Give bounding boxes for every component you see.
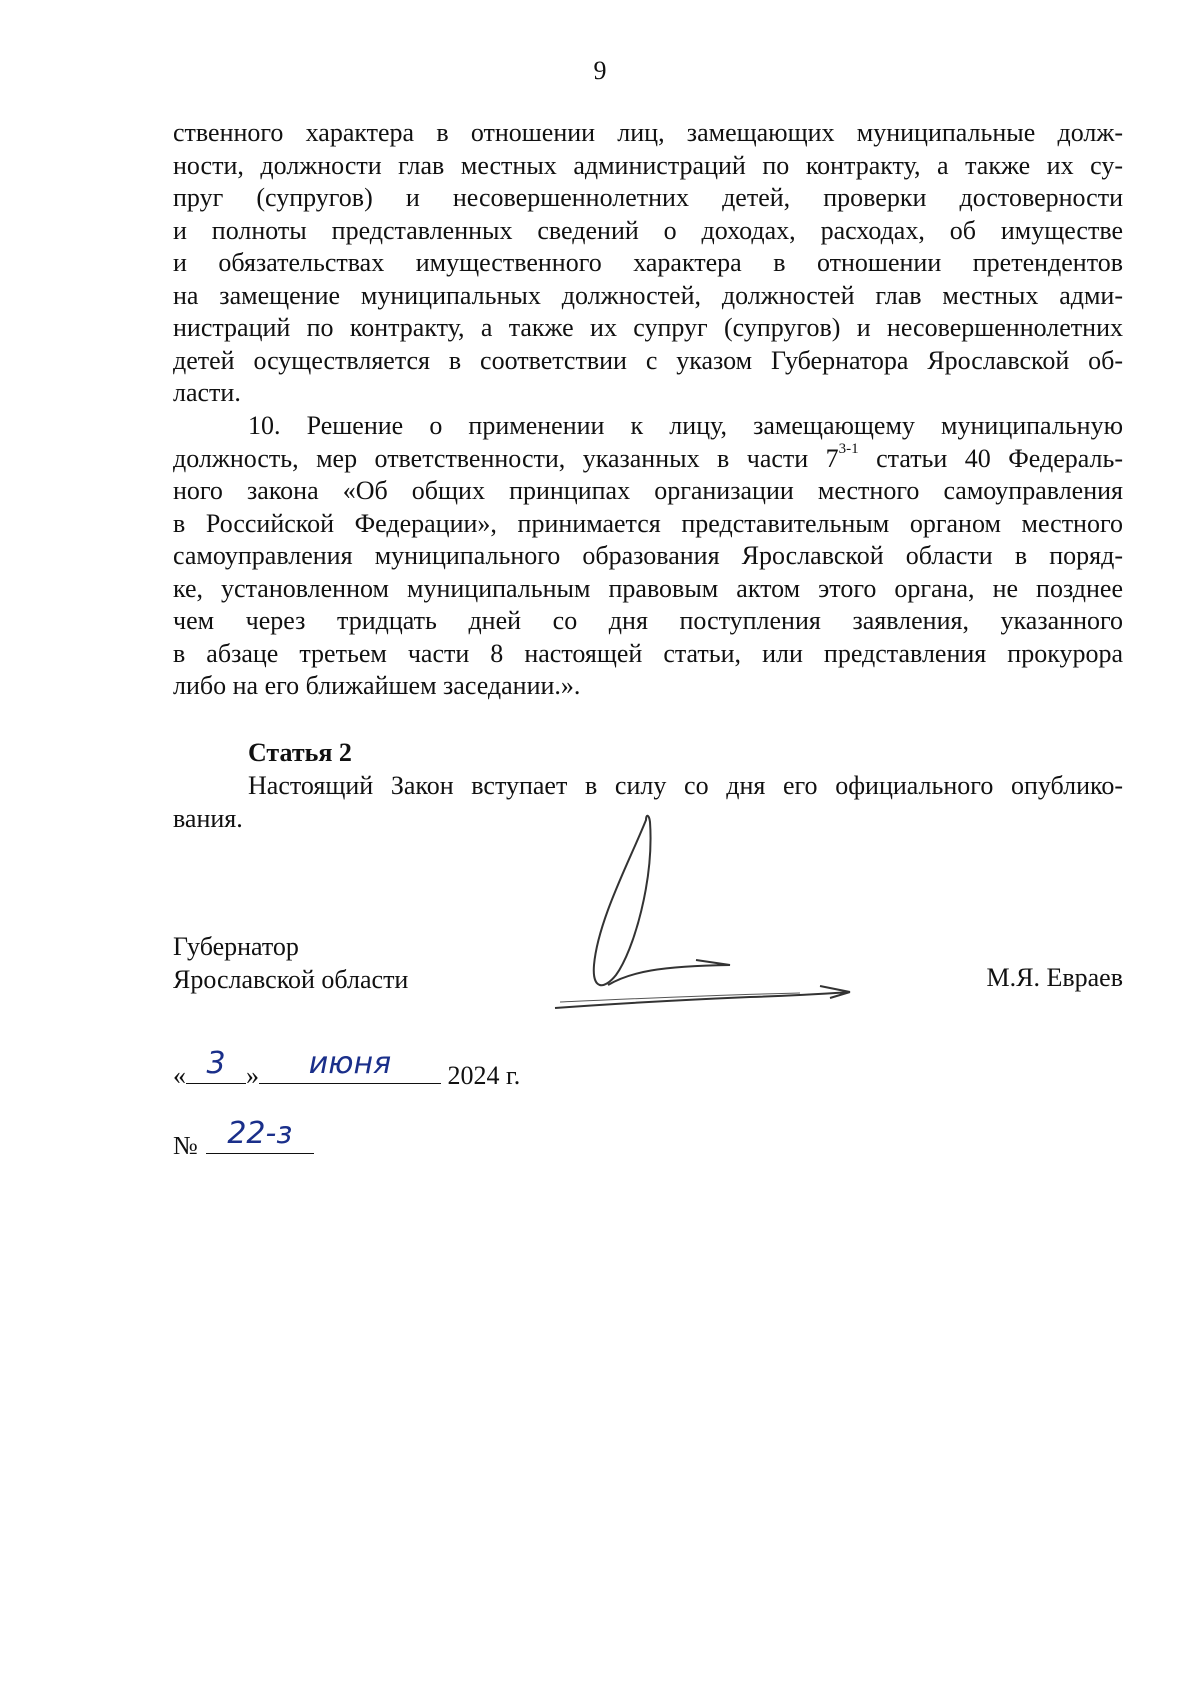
text-line: 10. Решение о применении к лицу, замещающему муниципальную — [248, 411, 1123, 440]
article-heading: Статья 2 — [248, 738, 352, 767]
date-day-handwritten: 3 — [206, 1046, 226, 1081]
paragraph-10 — [173, 410, 1123, 703]
signatory-title-line: Губернатор — [173, 932, 299, 961]
number-field — [206, 1116, 314, 1154]
text-line: чем через тридцать дней со дня поступления заявления, указанного — [173, 606, 1123, 635]
date-month-field — [259, 1046, 441, 1084]
text-line: ласти. — [173, 378, 241, 407]
text-fragment: должность, мер ответственности, указанных в части 7 — [173, 443, 839, 473]
text-fragment: статьи 40 Федераль- — [858, 443, 1123, 473]
date-day-field — [186, 1046, 246, 1084]
law-number — [173, 1116, 573, 1185]
text-line: ке, установленном муниципальным правовым актом этого органа, не позднее — [173, 573, 1123, 603]
text-line-with-superscript — [173, 440, 1123, 476]
text-line: на замещение муниципальных должностей, должностей глав местных адми- — [173, 280, 1123, 310]
continuation-paragraph — [173, 117, 1123, 410]
signatory-title — [173, 930, 408, 996]
signing-date — [173, 1046, 773, 1103]
number-handwritten: 22-з — [227, 1116, 293, 1151]
number-label: № — [173, 1131, 198, 1160]
page-number: 9 — [593, 56, 607, 85]
text-line: вания. — [173, 803, 243, 833]
text-line: пруг (супругов) и несовершеннолетних детей, проверки достоверности — [173, 183, 1123, 212]
text-line: Настоящий Закон вступает в силу со дня его официального опублико- — [248, 771, 1123, 800]
text-line: либо на его ближайшем заседании.». — [173, 671, 581, 700]
date-month-handwritten: июня — [308, 1046, 392, 1081]
text-line: ности, должности глав местных администраций по контракту, а также их су- — [173, 150, 1123, 180]
signatory-name: М.Я. Евраев — [986, 963, 1123, 992]
text-line: нистраций по контракту, а также их супруг (супругов) и несовершеннолетних — [173, 313, 1123, 342]
date-close-quote: » — [246, 1061, 259, 1090]
handwritten-signature — [550, 800, 890, 1030]
signatory-title-line: Ярославской области — [173, 965, 409, 994]
text-line: самоуправления муниципального образования Ярославской области в поряд- — [173, 541, 1123, 570]
superscript: 3-1 — [838, 440, 859, 457]
text-line: и полноты представленных сведений о доходах, расходах, об имуществе — [173, 215, 1123, 245]
text-line: ственного характера в отношении лиц, замещающих муниципальные долж- — [173, 118, 1123, 147]
text-line: ного закона «Об общих принципах организации местного самоуправления — [173, 476, 1123, 505]
text-line: в Российской Федерации», принимается представительным органом местного — [173, 508, 1123, 538]
text-line: и обязательствах имущественного характера в отношении претендентов — [173, 248, 1123, 277]
date-open-quote: « — [173, 1061, 186, 1090]
text-line: детей осуществляется в соответствии с указом Губернатора Ярославской об- — [173, 345, 1123, 375]
date-year: 2024 г. — [447, 1061, 521, 1090]
text-line: в абзаце третьем части 8 настоящей статьи, или представления прокурора — [173, 638, 1123, 668]
